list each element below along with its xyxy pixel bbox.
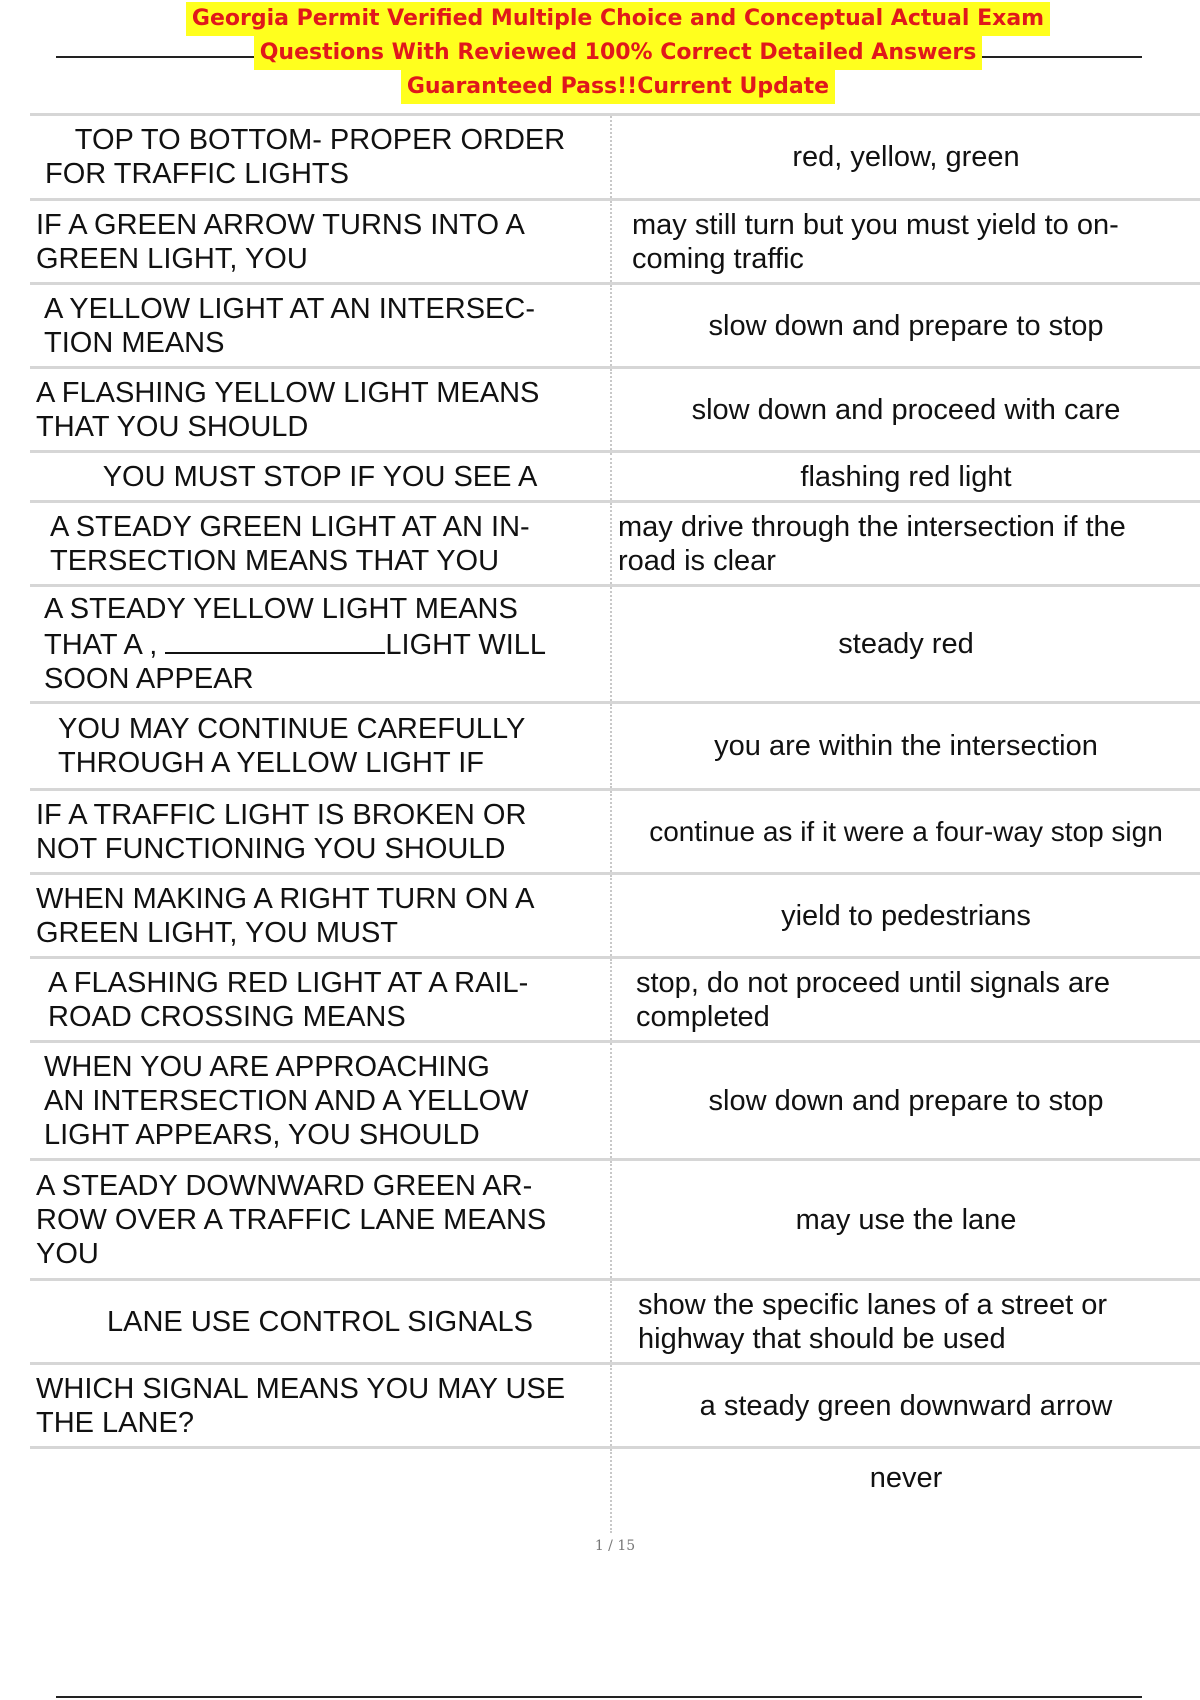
- answer-line: coming traffic: [632, 242, 804, 275]
- question-cell: [30, 284, 611, 368]
- qa-row: [30, 502, 1200, 586]
- qa-row: [30, 703, 1200, 790]
- answer-line: flashing red light: [800, 460, 1012, 493]
- qa-row: [30, 1160, 1200, 1280]
- qa-row: [30, 790, 1200, 874]
- answer-line: may drive through the intersection if the: [618, 510, 1126, 543]
- question-cell: [30, 1280, 611, 1364]
- answer-line: completed: [636, 1000, 770, 1033]
- answer-line: never: [869, 1462, 943, 1494]
- answer-cell: [611, 200, 1200, 284]
- answer-line: road is clear: [618, 544, 776, 577]
- answer-cell: [611, 115, 1200, 200]
- question-line: FOR TRAFFIC LIGHTS: [45, 158, 349, 190]
- answer-line: may still turn but you must yield to on-: [632, 208, 1119, 241]
- question-line: GREEN LIGHT, YOU: [36, 242, 308, 275]
- answer-cell: [611, 368, 1200, 452]
- qa-row: [30, 284, 1200, 368]
- question-cell: [30, 1448, 611, 1534]
- question-cell: [30, 703, 611, 790]
- qa-row: [30, 452, 1200, 502]
- question-cell: [30, 790, 611, 874]
- question-line: IF A TRAFFIC LIGHT IS BROKEN OR: [36, 798, 527, 831]
- question-text: THAT A ,: [44, 629, 158, 661]
- question-line: THAT YOU SHOULD: [36, 410, 309, 443]
- answer-cell: [611, 958, 1200, 1042]
- answer-line: red, yellow, green: [792, 141, 1020, 173]
- question-line: A FLASHING YELLOW LIGHT MEANS: [36, 376, 540, 409]
- question-line: NOT FUNCTIONING YOU SHOULD: [36, 832, 506, 865]
- question-line: YOU MUST STOP IF YOU SEE A: [102, 460, 538, 493]
- document-title: [150, 2, 1086, 104]
- answer-line: may use the lane: [795, 1203, 1017, 1236]
- qa-row: [30, 1364, 1200, 1448]
- question-line: GREEN LIGHT, YOU MUST: [36, 916, 399, 949]
- answer-line: continue as if it were a four-way stop sign: [649, 815, 1163, 847]
- question-line: WHEN YOU ARE APPROACHING: [44, 1050, 490, 1083]
- question-line: LANE USE CONTROL SIGNALS: [107, 1305, 533, 1338]
- question-line: THE LANE?: [36, 1406, 194, 1439]
- question-line: TION MEANS: [44, 326, 225, 359]
- title-line-2: Questions With Reviewed 100% Correct Detailed Answers: [254, 36, 983, 70]
- answer-cell: [611, 790, 1200, 874]
- title-line-1: Georgia Permit Verified Multiple Choice and Conceptual Actual Exam: [186, 2, 1050, 36]
- question-cell: [30, 874, 611, 958]
- answer-line: slow down and prepare to stop: [708, 1084, 1104, 1117]
- qa-row: [30, 200, 1200, 284]
- question-cell: [30, 502, 611, 586]
- answer-cell: [611, 284, 1200, 368]
- fill-in-blank: [165, 626, 385, 654]
- answer-line: slow down and proceed with care: [691, 393, 1121, 426]
- answer-line: steady red: [838, 628, 974, 660]
- question-line: IF A GREEN ARROW TURNS INTO A: [36, 208, 525, 241]
- question-line: AN INTERSECTION AND A YELLOW: [44, 1084, 529, 1117]
- qa-row: [30, 586, 1200, 703]
- qa-row: [30, 874, 1200, 958]
- question-cell: [30, 958, 611, 1042]
- question-line: A STEADY GREEN LIGHT AT AN IN-: [50, 510, 530, 543]
- question-line: A STEADY YELLOW LIGHT MEANS: [44, 593, 518, 625]
- question-cell: [30, 452, 611, 502]
- question-line: ROW OVER A TRAFFIC LANE MEANS: [36, 1203, 547, 1236]
- answer-cell: [611, 874, 1200, 958]
- answer-cell: [611, 1042, 1200, 1160]
- qa-row: [30, 368, 1200, 452]
- qa-row: [30, 1448, 1200, 1534]
- answer-cell: [611, 1280, 1200, 1364]
- answer-cell: [611, 586, 1200, 703]
- answer-cell: [611, 1448, 1200, 1534]
- answer-line: highway that should be used: [638, 1322, 1006, 1355]
- question-line: WHICH SIGNAL MEANS YOU MAY USE: [36, 1372, 566, 1405]
- answer-line: a steady green downward arrow: [699, 1389, 1113, 1422]
- question-cell: [30, 368, 611, 452]
- page-number: 1 / 15: [594, 1538, 636, 1554]
- answer-cell: [611, 452, 1200, 502]
- question-line: A FLASHING RED LIGHT AT A RAIL-: [48, 966, 529, 999]
- answer-cell: [611, 1160, 1200, 1280]
- question-line: A YELLOW LIGHT AT AN INTERSEC-: [44, 292, 536, 325]
- question-cell: [30, 115, 611, 200]
- title-line-3: Guaranteed Pass!!Current Update: [401, 70, 835, 104]
- question-line: TOP TO BOTTOM- PROPER ORDER: [74, 124, 566, 156]
- question-line: LIGHT APPEARS, YOU SHOULD: [44, 1118, 480, 1151]
- question-cell: [30, 1042, 611, 1160]
- question-line: YOU MAY CONTINUE CAREFULLY: [58, 713, 526, 745]
- question-cell: [30, 1364, 611, 1448]
- question-cell: [30, 1160, 611, 1280]
- question-line: THROUGH A YELLOW LIGHT IF: [58, 747, 484, 779]
- answer-line: slow down and prepare to stop: [708, 309, 1104, 342]
- qa-table: [30, 113, 1200, 1533]
- question-line: YOU: [36, 1237, 99, 1270]
- qa-row: [30, 1280, 1200, 1364]
- qa-row: [30, 1042, 1200, 1160]
- question-line: A STEADY DOWNWARD GREEN AR-: [36, 1169, 533, 1202]
- question-line: TERSECTION MEANS THAT YOU: [50, 544, 500, 577]
- question-line: [44, 626, 604, 662]
- answer-cell: [611, 1364, 1200, 1448]
- answer-line: yield to pedestrians: [781, 899, 1031, 932]
- answer-line: show the specific lanes of a street or: [638, 1288, 1108, 1321]
- question-cell: [30, 200, 611, 284]
- question-text: LIGHT WILL: [385, 629, 547, 661]
- question-cell: [30, 586, 611, 703]
- question-line: SOON APPEAR: [44, 663, 254, 695]
- answer-line: you are within the intersection: [714, 730, 1098, 762]
- answer-line: stop, do not proceed until signals are: [636, 966, 1110, 999]
- question-line: WHEN MAKING A RIGHT TURN ON A: [36, 882, 535, 915]
- answer-cell: [611, 502, 1200, 586]
- question-line: ROAD CROSSING MEANS: [48, 1000, 406, 1033]
- qa-row: [30, 958, 1200, 1042]
- bottom-rule: [56, 1696, 1142, 1698]
- answer-cell: [611, 703, 1200, 790]
- qa-row: [30, 115, 1200, 200]
